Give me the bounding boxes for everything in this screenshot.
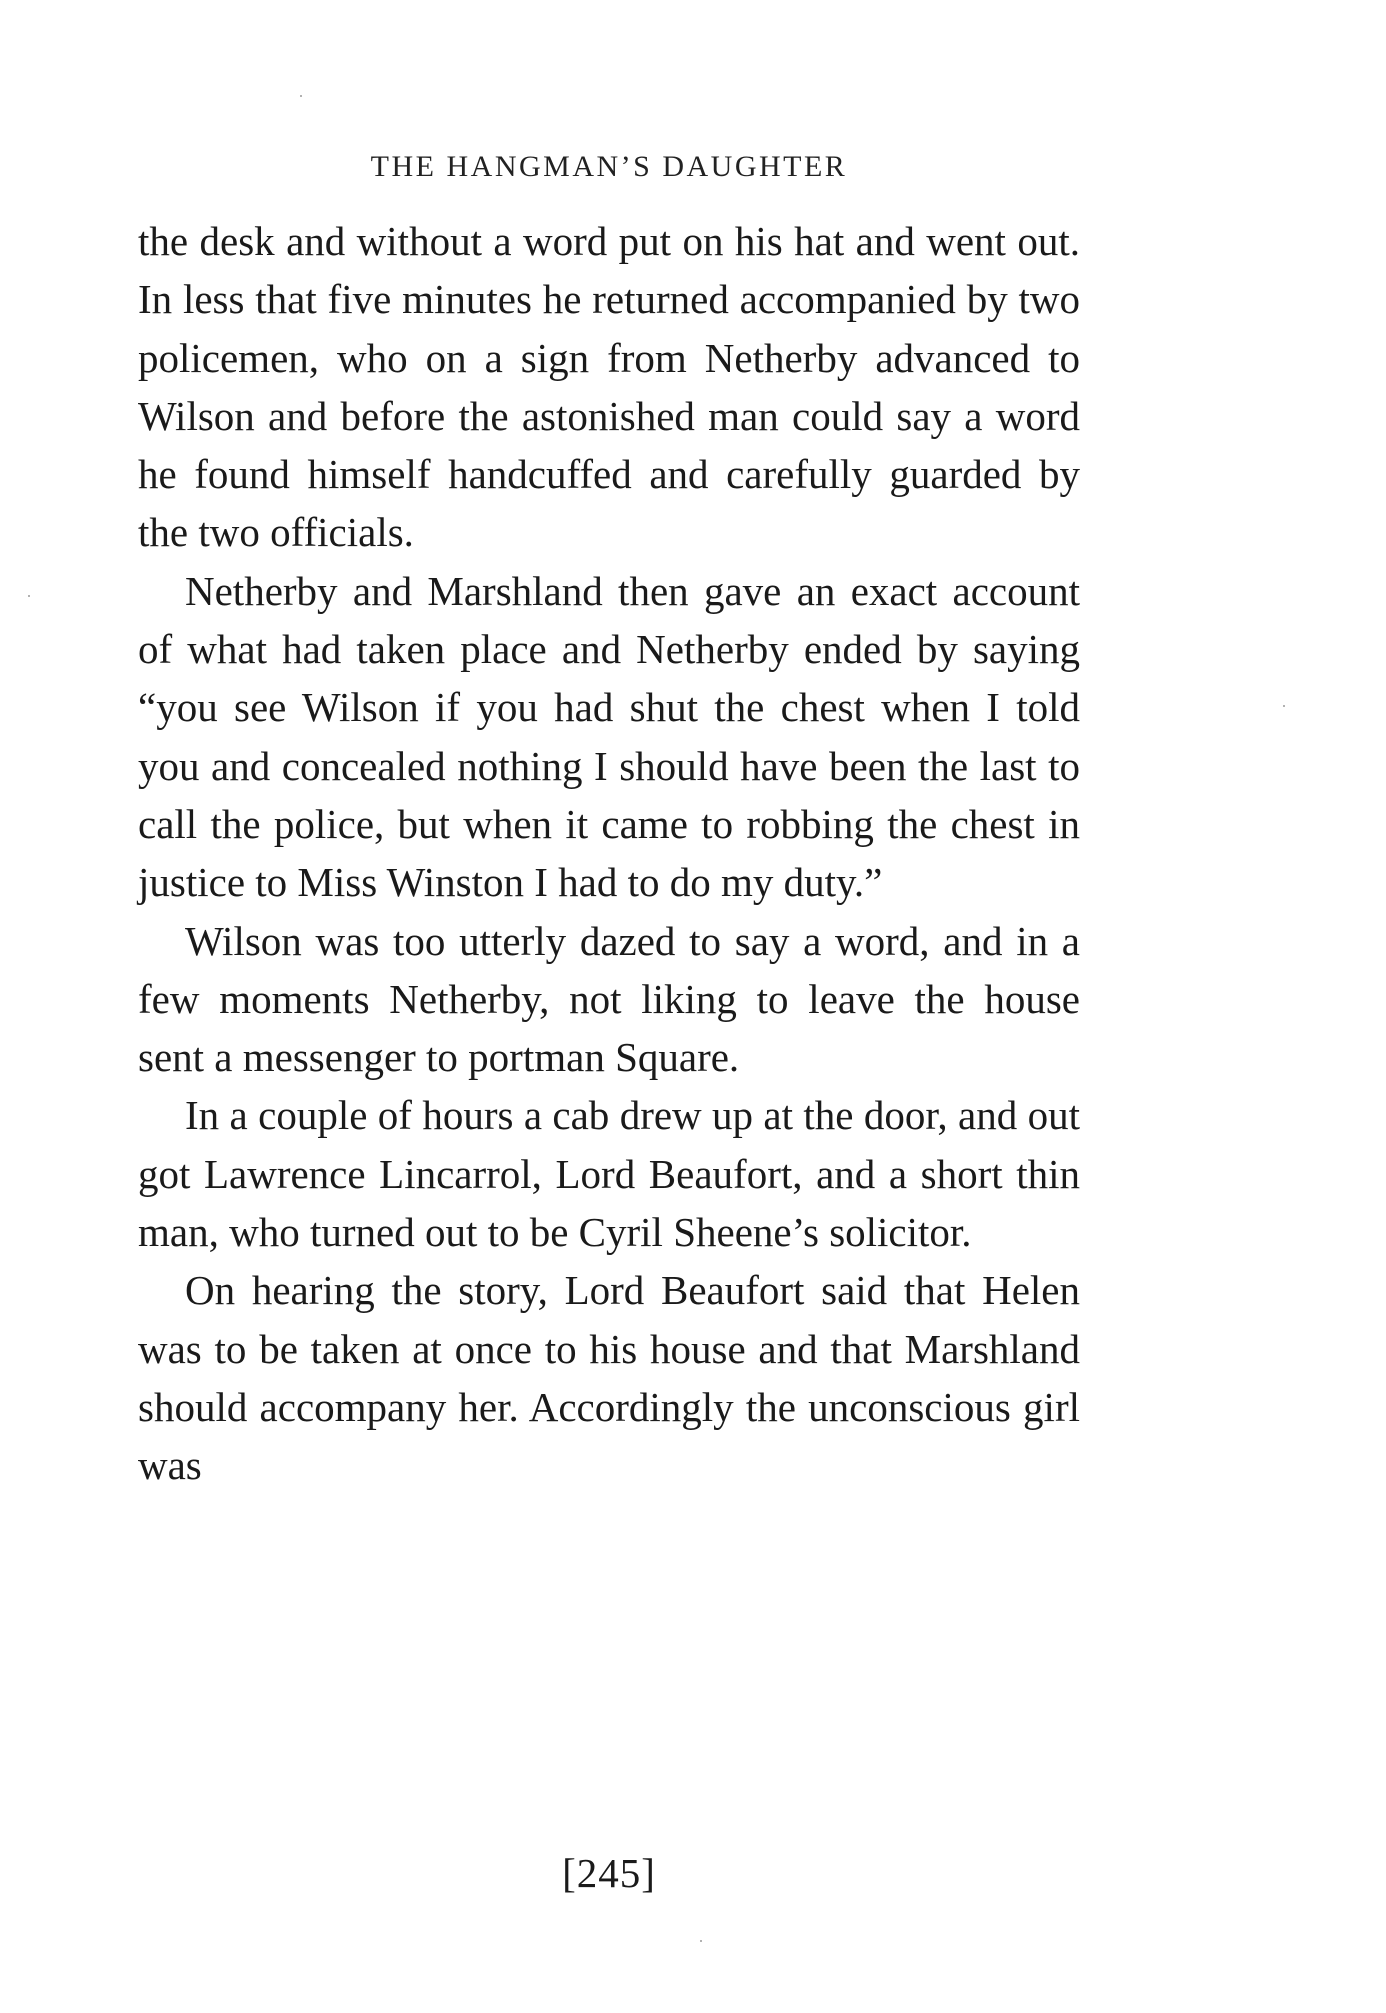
paragraph-4: In a couple of hours a cab drew up at the door, and out got Lawrence Lincarrol, Lord Beaufort, and a short thin man, who turned out to be Cyril Sheene’s solicitor. (138, 1092, 1080, 1256)
scan-speck (700, 1940, 702, 1942)
page-number: [245] (562, 1850, 656, 1896)
paragraph-2: Netherby and Marshland then gave an exact account of what had taken place and Netherby ended by saying “you see Wilson if you had shut the chest when I told you and concealed nothing I should have been the last to call the police, but when it came to robbing the chest in justice to Miss Winston I had to do my duty.” (138, 567, 1080, 906)
running-head: THE HANGMAN’S DAUGHTER (370, 150, 848, 183)
paragraph-5: On hearing the story, Lord Beaufort said that Helen was to be taken at once to his house and that Marshland should accompany her. Accordingly the unconscious girl was (138, 1267, 1080, 1489)
scan-speck (1283, 705, 1285, 707)
paragraph-3: Wilson was too utterly dazed to say a word, and in a few moments Netherby, not liking to leave the house sent a messenger to portman Square. (138, 917, 1080, 1081)
paragraph-1: the desk and without a word put on his hat and went out. In less that five minutes he returned accompanied by two policemen, who on a sign from Netherby advanced to Wilson and before the astonished man could say a word he found himself handcuffed and carefully guarded by the two officials. (138, 218, 1080, 556)
body-text (138, 212, 1080, 1495)
scan-speck (300, 95, 302, 97)
scan-speck (28, 595, 30, 597)
